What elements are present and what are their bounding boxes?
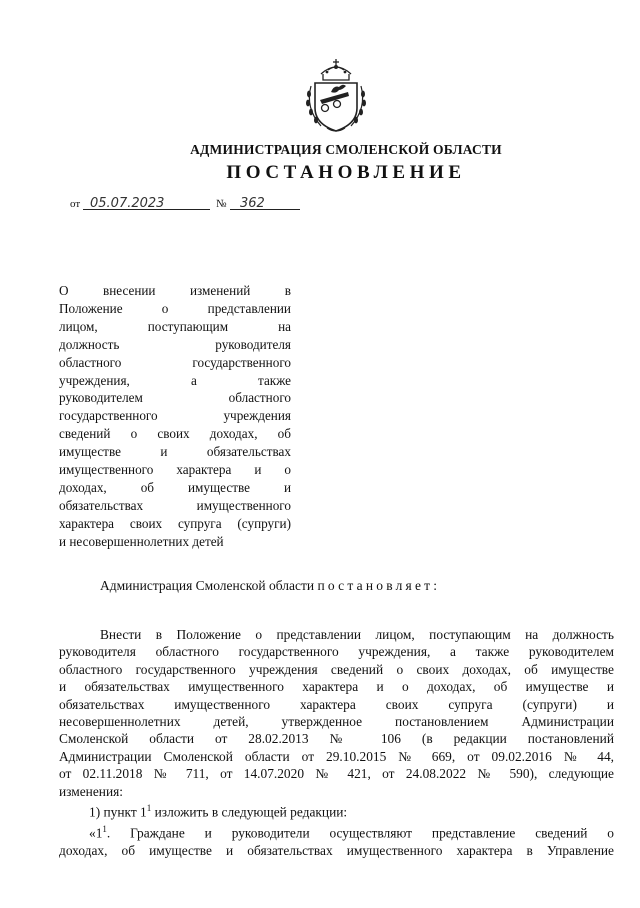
subject-line: Положение о представлении: [59, 300, 291, 316]
document-body: [59, 626, 614, 859]
item-1-line: [59, 800, 614, 821]
body-line: от 02.11.2018 № 711, от 14.07.2020 № 421, от 24.08.2022 № 590), следующие: [59, 766, 614, 782]
date-number-line: [70, 192, 330, 214]
subject-line: должность руководителя: [59, 336, 291, 352]
subject-line: государственного учреждения: [59, 408, 291, 424]
number-prefix: №: [216, 198, 227, 210]
organization-name: АДМИНИСТРАЦИЯ СМОЛЕНСКОЙ ОБЛАСТИ: [190, 142, 502, 157]
date-prefix: от: [70, 198, 81, 210]
subject-line: имущественного характера и о: [59, 462, 291, 478]
subject-line: обязательствах имущественного: [59, 497, 291, 513]
decree-intro-prefix: Администрация Смоленской области: [100, 578, 315, 593]
subject-line: имуществе и обязательствах: [59, 444, 291, 460]
subject-line: О внесении изменений в: [59, 283, 291, 298]
body-line: руководителя областного государственного учреждения, а также руководителем: [59, 644, 614, 660]
subject-line: и несовершеннолетних детей: [59, 533, 224, 549]
quote-sup: 1: [102, 823, 107, 834]
decree-intro-verb: постановляет:: [317, 578, 441, 593]
document-type-title: ПОСТАНОВЛЕНИЕ: [226, 162, 466, 183]
subject-line: сведений о своих доходах, об: [59, 426, 291, 442]
body-line: областного государственного учреждения сведений о своих доходах, об имуществе: [59, 661, 614, 677]
quote-line-2: доходах, об имуществе и обязательствах имущественного характера в Управление: [59, 842, 614, 858]
subject-line: характера своих супруга (супруги): [59, 515, 291, 531]
date-value: 05.07.2023: [90, 196, 165, 211]
item-1-sup: 1: [146, 803, 152, 814]
body-line: изменения:: [59, 783, 124, 799]
item-1-prefix: 1) пункт 1: [89, 804, 147, 820]
subject-line: руководителем областного: [59, 390, 291, 406]
smolensk-coat-of-arms-icon: [301, 56, 371, 134]
body-line: Администрации Смоленской области от 29.10.2015 № 669, от 09.02.2016 № 44,: [59, 748, 614, 764]
body-line: обязательствах имущественного характера своих супруга (супруги) и: [59, 696, 614, 712]
body-line: несовершеннолетних детей, утвержденное постановлением Администрации: [59, 714, 614, 730]
number-value: 362: [240, 196, 265, 211]
item-1-suffix: изложить в следующей редакции:: [151, 804, 348, 820]
decree-intro: [100, 578, 440, 594]
body-line: и обязательствах имущественного характера и о доходах, об имуществе и: [59, 679, 614, 695]
quote-prefix: «1: [89, 825, 103, 841]
document-subject: [59, 282, 291, 551]
body-line: Смоленской области от 28.02.2013 № 106 (в редакции постановлений: [59, 731, 614, 747]
body-line: Внести в Положение о представлении лицом, поступающим на должность: [100, 627, 614, 642]
quote-line-1: [59, 821, 614, 842]
quote-line-1-text: . Граждане и руководители осуществляют представление сведений о: [106, 825, 614, 841]
subject-line: доходах, об имуществе и: [59, 479, 291, 495]
subject-line: учреждения, а также: [59, 372, 291, 388]
subject-line: областного государственного: [59, 354, 291, 370]
subject-line: лицом, поступающим на: [59, 318, 291, 334]
